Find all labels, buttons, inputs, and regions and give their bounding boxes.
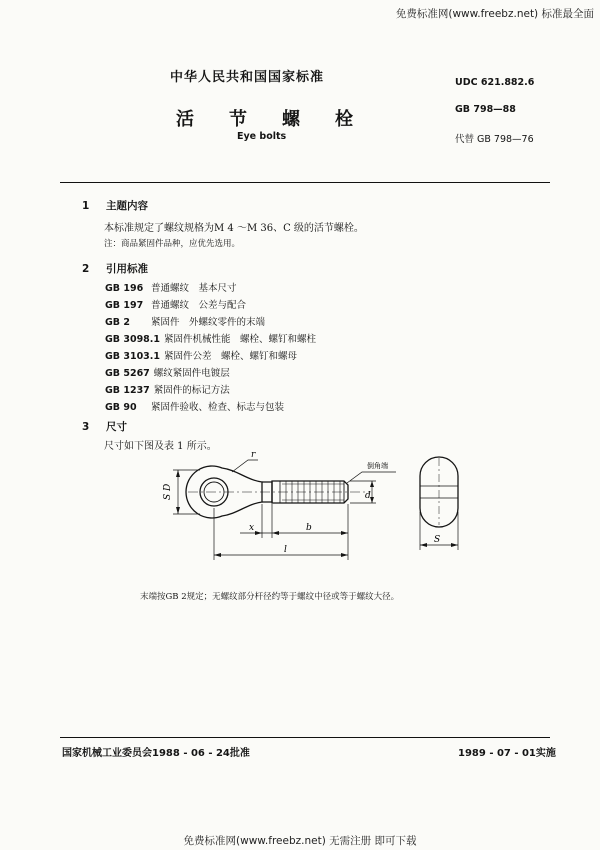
arrowhead: [255, 531, 262, 535]
section-1-number: 1: [82, 200, 90, 212]
ref-title: 紧固件 外螺纹零件的末端: [151, 317, 266, 328]
implementation-date: 1989 - 07 - 01实施: [458, 748, 556, 759]
arrowhead: [272, 531, 279, 535]
section-2-number: 2: [82, 263, 90, 275]
standard-org: 中华人民共和国国家标准: [170, 70, 325, 85]
ref-title: 紧固件公差 螺栓、螺钉和螺母: [164, 351, 298, 362]
section-3-number: 3: [82, 421, 90, 433]
label-l: l: [284, 545, 287, 555]
section-3-title: 尺寸: [106, 421, 127, 433]
arrowhead: [370, 481, 374, 487]
ref-title: 紧固件的标记方法: [153, 385, 230, 396]
replaces-number: 代替 GB 798—76: [455, 134, 534, 145]
footer-rule: [60, 737, 550, 738]
ref-code: GB 90: [105, 402, 137, 413]
label-sd: S D: [163, 483, 173, 500]
arrowhead: [214, 553, 221, 557]
label-r: r: [251, 450, 256, 460]
arrowhead: [420, 543, 427, 547]
ref-title: 螺纹紧固件电镀层: [153, 368, 230, 379]
ref-title: 紧固件验收、检查、标志与包装: [151, 402, 285, 413]
label-x: x: [249, 523, 255, 533]
r-leader: [232, 460, 258, 472]
title-chinese: 活节螺栓: [176, 109, 388, 130]
ref-code: GB 1237: [105, 385, 150, 396]
label-s: S: [434, 535, 441, 545]
ref-code: GB 5267: [105, 368, 150, 379]
ref-code: GB 196: [105, 283, 144, 294]
ref-title: 普通螺纹 公差与配合: [151, 300, 247, 311]
section-2-title: 引用标准: [106, 263, 148, 275]
section-1-note: 注：商品紧固件品种，应优先选用。: [104, 239, 241, 249]
ref-title: 普通螺纹 基本尺寸: [151, 283, 237, 294]
ref-code: GB 3103.1: [105, 351, 161, 362]
label-d: d: [365, 491, 371, 501]
ref-code: GB 197: [105, 300, 144, 311]
label-chamfer: 倒角端: [367, 462, 388, 470]
arrowhead: [341, 531, 348, 535]
section-1-title: 主题内容: [106, 200, 148, 212]
ref-code: GB 3098.1: [105, 334, 161, 345]
section-1-text: 本标准规定了螺纹规格为M 4 ～M 36、C 级的活节螺栓。: [104, 223, 364, 234]
section-3-text: 尺寸如下图及表 1 所示。: [104, 441, 217, 452]
title-english: Eye bolts: [237, 131, 287, 142]
arrowhead: [176, 507, 180, 514]
bottom-banner: 免费标准网(www.freebz.net) 无需注册 即可下载: [183, 835, 417, 847]
label-b: b: [306, 523, 312, 533]
figure-caption: 末端按GB 2规定；无螺纹部分杆径约等于螺纹中径或等于螺纹大径。: [140, 592, 400, 602]
gb-number: GB 798—88: [455, 104, 516, 115]
ref-title: 紧固件机械性能 螺栓、螺钉和螺柱: [164, 334, 317, 345]
arrowhead: [451, 543, 458, 547]
udc-number: UDC 621.882.6: [455, 77, 535, 88]
approval-date: 国家机械工业委员会1988 - 06 - 24批准: [62, 748, 250, 759]
arrowhead: [176, 470, 180, 477]
arrowhead: [341, 553, 348, 557]
top-banner: 免费标准网(www.freebz.net) 标准最全面: [395, 8, 594, 20]
ref-code: GB 2: [105, 317, 130, 328]
